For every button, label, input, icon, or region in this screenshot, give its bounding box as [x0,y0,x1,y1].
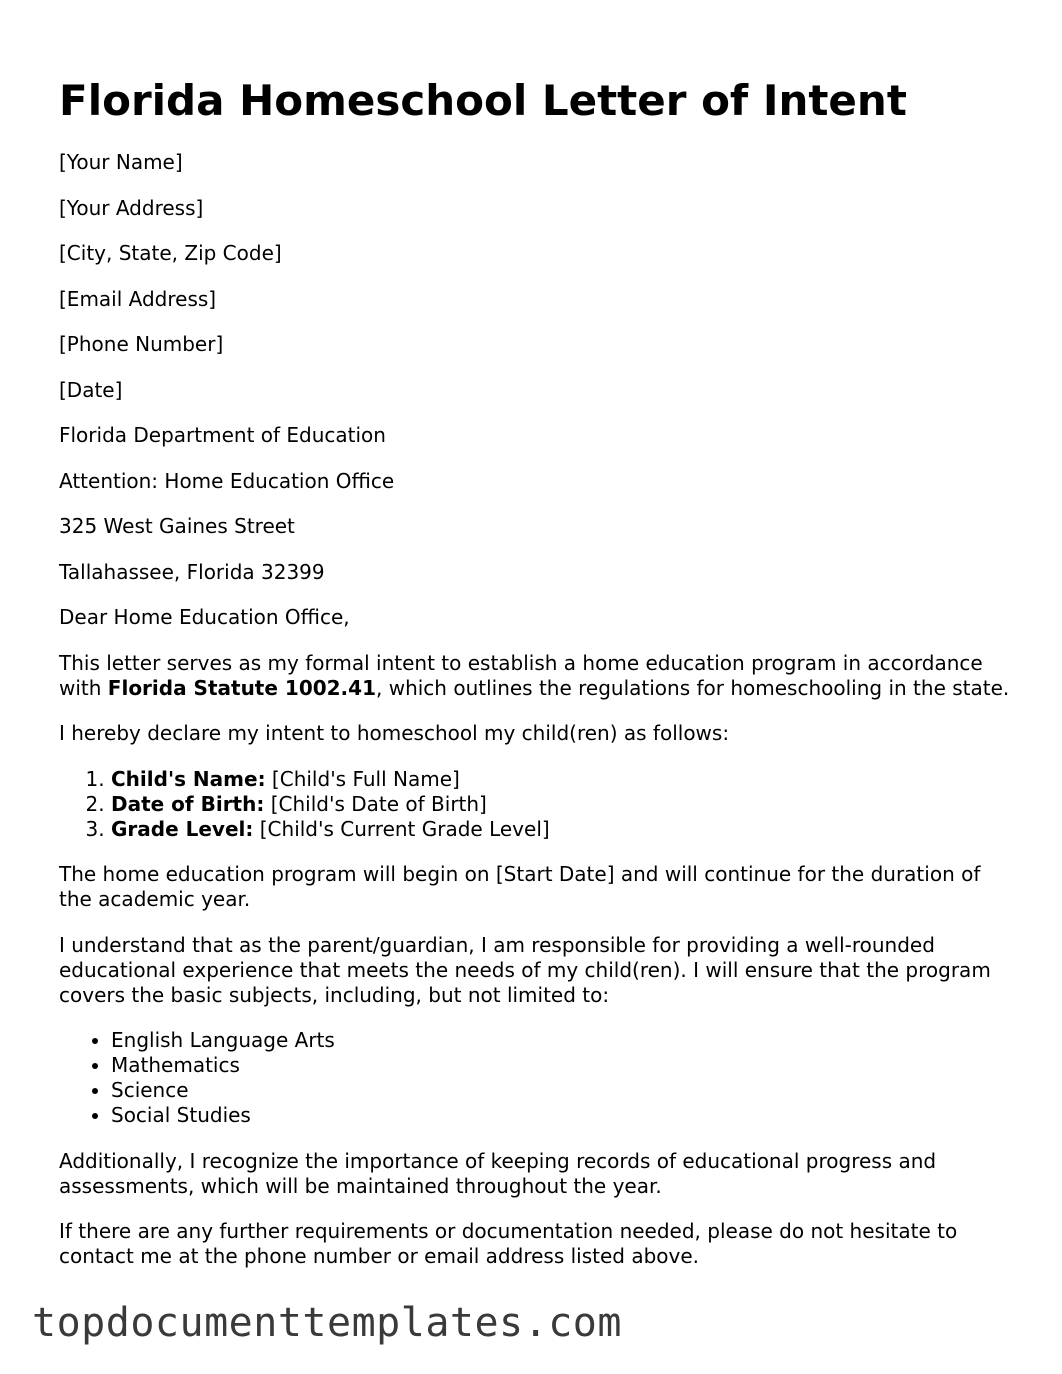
child-name-label: Child's Name: [111,766,266,791]
page-title: Florida Homeschool Letter of Intent [59,76,907,125]
subjects-list [59,1028,1019,1128]
list-item: • Science [111,1078,1019,1103]
letter-date: [Date] [59,377,123,402]
recipient-organization: Florida Department of Education [59,423,386,447]
letter-body [59,150,1019,1290]
grade-level-label: Grade Level: [111,816,254,841]
declaration-paragraph: I hereby declare my intent to homeschool my child(ren) as follows: [59,721,730,745]
sender-name: [Your Name] [59,150,183,174]
salutation: Dear Home Education Office, [59,605,350,629]
list-item: • English Language Arts [111,1028,1019,1053]
intro-paragraph [59,651,1019,701]
date-of-birth-label: Date of Birth: [111,791,265,816]
grade-level-value: [Child's Current Grade Level] [253,816,550,841]
sender-address: [Your Address] [59,195,204,220]
intro-after: , which outlines the regulations for homeschooling in the state. [376,675,1010,700]
list-item: • Social Studies [111,1103,1019,1128]
recipient-city: Tallahassee, Florida 32399 [59,559,325,584]
child-details-list [59,767,1019,842]
recipient-attention: Attention: Home Education Office [59,468,395,493]
sender-phone: [Phone Number] [59,332,224,356]
watermark: topdocumenttemplates.com [32,1300,622,1346]
recipient-street: 325 West Gaines Street [59,514,295,538]
list-item [111,767,1019,792]
date-of-birth-value: [Child's Date of Birth] [264,791,487,816]
list-item: • Mathematics [111,1053,1019,1078]
child-name-value: [Child's Full Name] [265,766,460,791]
list-item [111,817,1019,842]
intro-before: This letter serves as my formal intent to establish a home education program in accordance with [59,650,983,700]
sender-email: [Email Address] [59,286,217,311]
records-paragraph: Additionally, I recognize the importance of keeping records of educational progress and assessments, which will be maintained throughout the year. [59,1148,937,1198]
list-item [111,792,1019,817]
contact-paragraph: If there are any further requirements or documentation needed, please do not hesitate to contact me at the phone number or email address listed above. [59,1219,958,1268]
sender-city-state-zip: [City, State, Zip Code] [59,241,282,265]
statute-reference: Florida Statute 1002.41 [107,675,376,700]
responsibility-paragraph: I understand that as the parent/guardian, I am responsible for providing a well-rounded educational experience that meets the needs of my child(ren). I will ensure that the program covers the basic subjects, including, but not limited to: [59,932,991,1007]
program-start-paragraph: The home education program will begin on [Start Date] and will continue for the duration of the academic year. [59,862,981,911]
